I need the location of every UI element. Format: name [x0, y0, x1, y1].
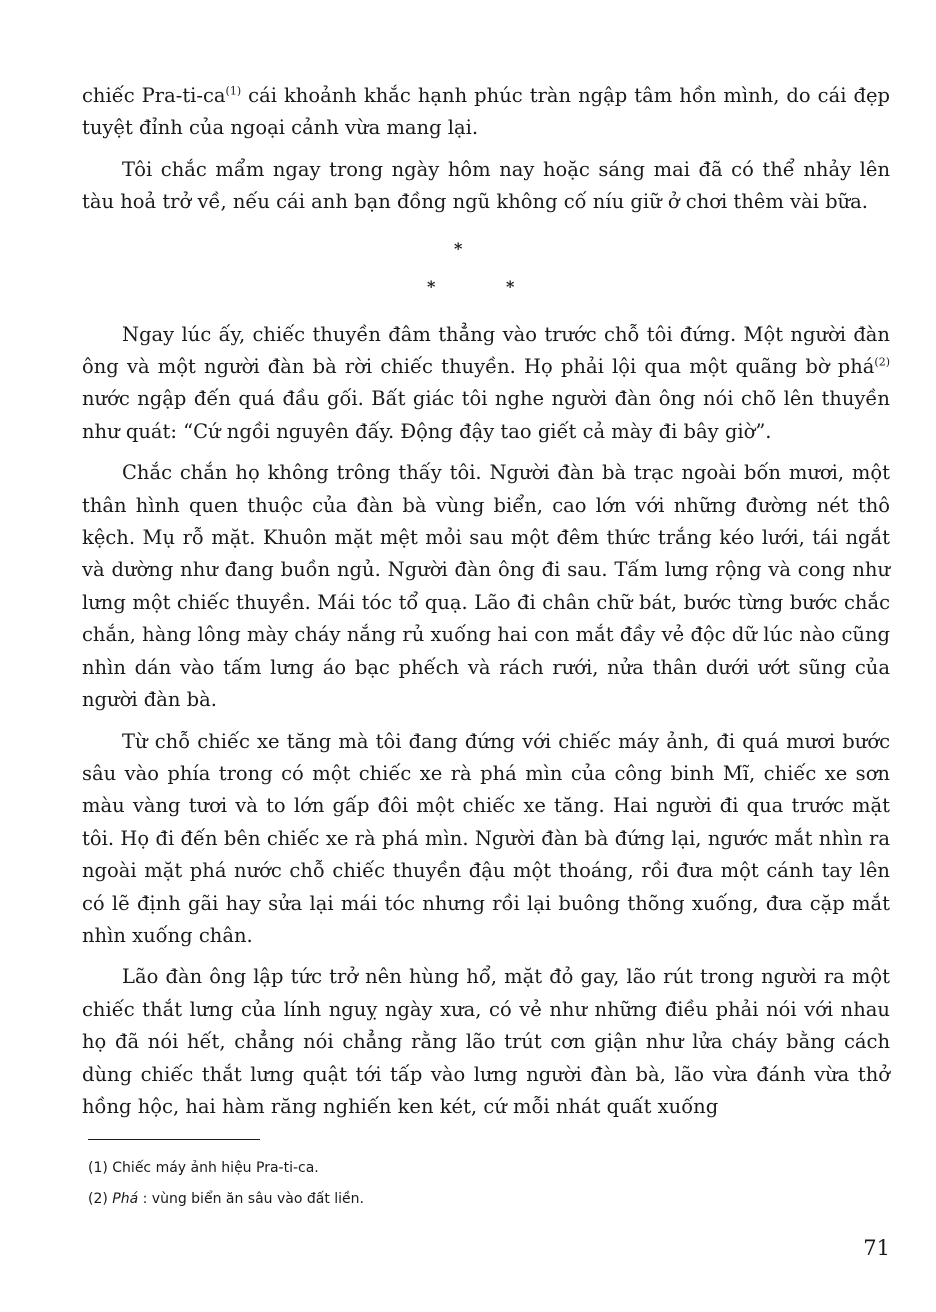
section-break-star: * [427, 276, 436, 296]
footnote-1: (1) Chiếc máy ảnh hiệu Pra-ti-ca. [88, 1160, 319, 1176]
section-break [82, 219, 890, 319]
section-break-star: * [506, 276, 515, 296]
footnote-divider [88, 1139, 260, 1140]
section-break-star: * [454, 238, 463, 258]
paragraph-1 [82, 80, 890, 145]
paragraph-4: Chắc chắn họ không trông thấy tôi. Người đàn bà trạc ngoài bốn mươi, một thân hình quen thuộc của đàn bà vùng biển, cao lớn với những đường nét thô kệch. Mụ rỗ mặt. Khuôn mặt mệt mỏi sau một đêm thức trắng kéo lưới, tái ngắt và dường như đang buồn ngủ. Người đàn ông đi sau. Tấm lưng rộng và cong như lưng một chiếc thuyền. Mái tóc tổ quạ. Lão đi chân chữ bát, bước từng bước chắc chắn, hàng lông mày cháy nắng rủ xuống hai con mắt đầy vẻ độc dữ lúc nào cũng nhìn dán vào tấm lưng áo bạc phếch và rách rưới, nửa thân dưới ướt sũng của người đàn bà. [82, 461, 890, 712]
footnotes [88, 1139, 788, 1209]
paragraph-3-text: Ngay lúc ấy, chiếc thuyền đâm thẳng vào trước chỗ tôi đứng. Một người đàn ông và một người đàn bà rời chiếc thuyền. Họ phải lội qua một quãng bờ phá [82, 322, 890, 379]
footnote-2-label: (2) [88, 1191, 113, 1207]
paragraph-3 [82, 319, 890, 449]
paragraph-6: Lão đàn ông lập tức trở nên hùng hổ, mặt đỏ gay, lão rút trong người ra một chiếc thắt lưng của lính nguỵ ngày xưa, có vẻ như những điều phải nói với nhau họ đã nói hết, chẳng nói chẳng rằng lão trút cơn giận như lửa cháy bằng cách dùng chiếc thắt lưng quật tới tấp vào lưng người đàn bà, lão vừa đánh vừa thở hồng hộc, hai hàm răng nghiến ken két, cứ mỗi nhát quất xuống [82, 965, 890, 1118]
page-number: 71 [863, 1236, 890, 1260]
footnote-ref-2: (2) [874, 355, 890, 369]
paragraph-1-text-cont: cái khoảnh khắc hạnh phúc tràn ngập tâm hồn mình, do cái đẹp tuyệt đỉnh của ngoại cảnh vừa mang lại. [82, 84, 891, 140]
page-body [82, 80, 890, 1123]
footnote-2-term: Phá [112, 1191, 139, 1207]
footnote-ref-1: (1) [225, 84, 242, 98]
paragraph-2: Tôi chắc mẩm ngay trong ngày hôm nay hoặc sáng mai đã có thể nhảy lên tàu hoả trở về, nếu cái anh bạn đồng ngũ không cố níu giữ ở chơi thêm vài bữa. [82, 157, 890, 214]
paragraph-5: Từ chỗ chiếc xe tăng mà tôi đang đứng với chiếc máy ảnh, đi quá mươi bước sâu vào phía trong có một chiếc xe rà phá mìn của công binh Mĩ, chiếc xe sơn màu vàng tươi và to lớn gấp đôi một chiếc xe tăng. Hai người đi qua trước mặt tôi. Họ đi đến bên chiếc xe rà phá mìn. Người đàn bà đứng lại, ngước mắt nhìn ra ngoài mặt phá nước chỗ chiếc thuyền đậu một thoáng, rồi đưa một cánh tay lên có lẽ định gãi hay sửa lại mái tóc nhưng rồi lại buông thõng xuống, đưa cặp mắt nhìn xuống chân. [82, 729, 890, 947]
paragraph-3-text-cont: nước ngập đến quá đầu gối. Bất giác tôi nghe người đàn ông nói chõ lên thuyền như quát: “Cứ ngồi nguyên đấy. Động đậy tao giết cả mày đi bây giờ”. [82, 387, 890, 443]
footnote-2-text: : vùng biển ăn sâu vào đất liền. [138, 1191, 364, 1207]
footnote-2 [88, 1189, 788, 1209]
paragraph-1-text: chiếc Pra-ti-ca [82, 84, 226, 107]
